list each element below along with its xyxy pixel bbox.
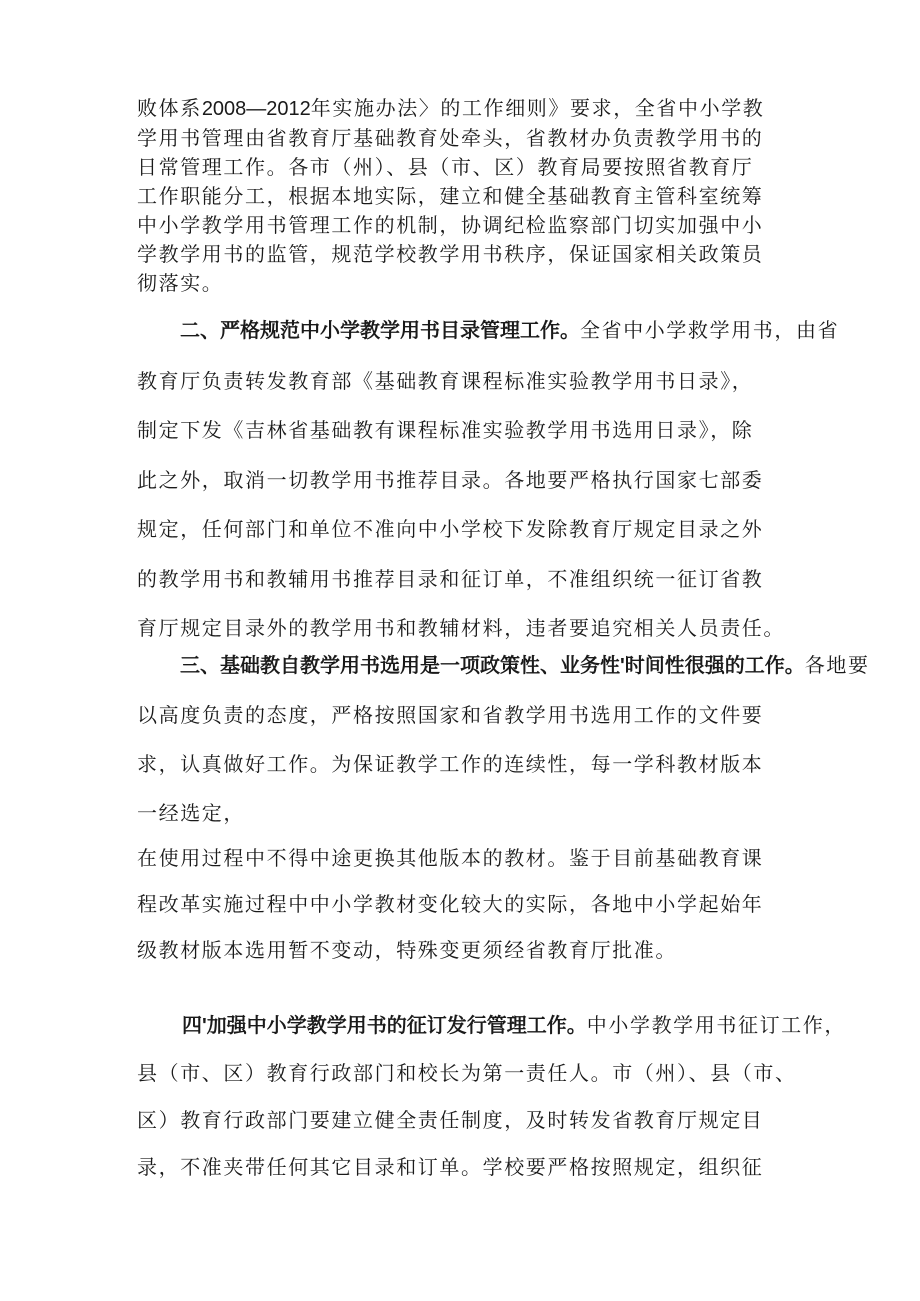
section-heading: 三、基础教自教学用书选用是一项政策性、业务性'时间性很强的工作。 — [180, 655, 805, 677]
paragraph-1 — [137, 94, 777, 298]
text-line — [137, 641, 870, 691]
text-line: 级教材版本选用暂不变动，特殊变更须经省教育厅批准。 — [137, 938, 677, 962]
paragraph-4 — [137, 835, 777, 973]
text-segment: 中小学教学用书征订工作， — [586, 1013, 846, 1037]
text-segment: 全省中小学救学用书，由省 — [580, 318, 840, 342]
text-segment: 败体系 — [137, 96, 202, 120]
text-line: 一经选定， — [137, 801, 245, 825]
text-line: 教育厅负责转发教育部《基础教育课程标准实验教学用书日录》， — [137, 368, 754, 393]
text-line: 学用书管理由省教育厅基础教育处牵头，省教材办负责教学用书的 — [137, 126, 764, 150]
text-segment: 各地要 — [804, 653, 870, 677]
text-line — [137, 1002, 846, 1050]
section-heading: 二、严格规范中小学教学用书目录管理工作。 — [180, 320, 580, 342]
text-line: 中小学教学用书管理工作的机制，协调纪检监察部门切实加强中小 — [137, 213, 764, 237]
text-line: 以高度负责的态度，严格按照国家和省教学用书选用工作的文件要 — [137, 703, 764, 727]
text-line: 录，不准夹带任何其它目录和订单。学校要严格按照规定，组织征 — [137, 1155, 764, 1179]
text-segment: 年实施办法〉的工作细则》要求，全省中小学教 — [310, 96, 765, 120]
paragraph-3 — [137, 641, 870, 838]
text-line: 学教学用书的监管，规范学校教学用书秩序，保证国家相关政策员 — [137, 242, 764, 266]
text-line: 规定，任何部门和单位不准向中小学校下发除教育厅规定目录之外 — [137, 517, 764, 541]
paragraph-5 — [137, 1002, 846, 1191]
text-line — [137, 94, 777, 124]
text-line: 育厅规定目录外的教学用书和教辅材料，违者要追究相关人员责任。 — [137, 616, 785, 640]
text-line: 求，认真做好工作。为保证教学工作的连续性，每一学科教材版本 — [137, 752, 764, 776]
text-line: 的教学用书和教辅用书推荐目录和征订单，不准组织统一征订省教 — [137, 566, 764, 591]
text-line: 程改革实施过程中中小学教材变化较大的实际，各地中小学起始年 — [137, 892, 764, 916]
year-range: 2008—2012 — [201, 98, 311, 120]
text-line: 区）教育行政部门要建立健全责任制度，及时转发省教育厅规定目 — [137, 1108, 764, 1132]
text-line: 工作职能分工，根据本地实际，建立和健全基础教育主管科室统筹 — [137, 184, 764, 208]
text-line: 日常管理工作。各市（州）、县（市、区）教育局要按照省教育厅 — [137, 155, 754, 179]
section-heading: 四'加强中小学教学用书的征订发行管理工作。 — [182, 1015, 587, 1037]
text-line: 彻落实。 — [137, 271, 224, 295]
text-line: 此之外，取消一切教学用书推荐目录。各地要严格执行国家七部委 — [137, 467, 764, 492]
paragraph-2 — [137, 306, 840, 654]
text-line: 在使用过程中不得中途更换其他版本的教材。鉴于目前基础教育课 — [137, 846, 764, 870]
text-line: 县（市、区）教育行政部门和校长为第一责任人。市（州）、县（市、 — [137, 1061, 797, 1085]
text-line — [137, 306, 840, 357]
text-line: 制定下发《吉林省基础教有课程标准实验教学用书选用日录》，除 — [137, 418, 754, 442]
